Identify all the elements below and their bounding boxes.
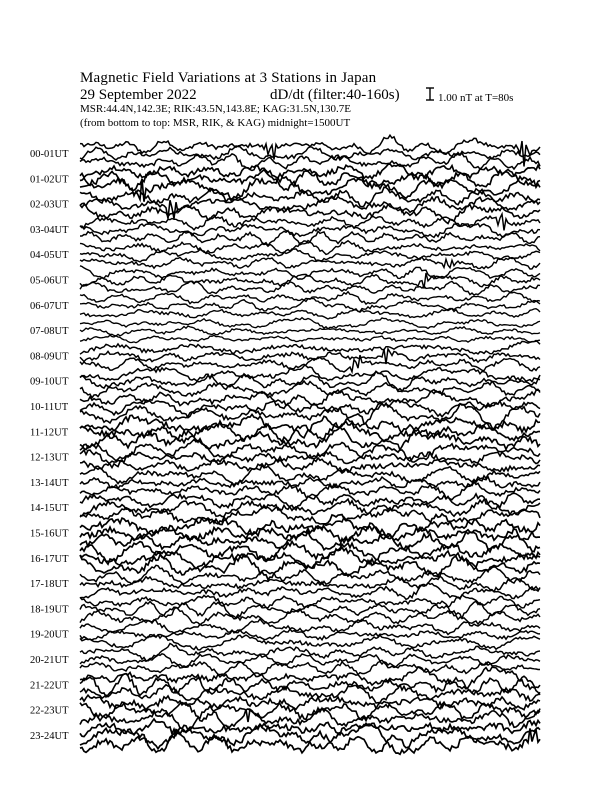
row-label: 16-17UT: [30, 553, 69, 565]
row-label: 06-07UT: [30, 300, 69, 312]
row-label: 22-23UT: [30, 705, 69, 717]
row-label: 12-13UT: [30, 452, 69, 464]
row-label: 21-22UT: [30, 680, 69, 692]
trace-kag: [80, 318, 540, 329]
row-label: 02-03UT: [30, 199, 69, 211]
row-label: 04-05UT: [30, 250, 69, 262]
trace-rik: [80, 477, 540, 489]
component-label: dD/dt (filter:40-160s): [270, 87, 400, 103]
row-label: 11-12UT: [30, 427, 69, 439]
trace-msr: [80, 309, 540, 320]
traces: [80, 135, 540, 754]
row-label: 08-09UT: [30, 351, 69, 363]
trace-msr: [80, 662, 540, 675]
chart-title: Magnetic Field Variations at 3 Stations in Japan: [80, 70, 377, 86]
trace-msr: [80, 335, 540, 343]
trace-rik: [80, 399, 540, 418]
scale-bar: [426, 88, 434, 100]
scale-label: 1.00 nT at T=80s: [438, 92, 514, 104]
row-labels: [30, 149, 69, 742]
row-label: 20-21UT: [30, 655, 69, 666]
row-label: 03-04UT: [30, 224, 69, 236]
trace-kag: [80, 164, 540, 180]
row-label: 18-19UT: [30, 604, 69, 616]
row-label: 05-06UT: [30, 275, 69, 287]
row-label: 01-02UT: [30, 174, 69, 186]
row-label: 15-16UT: [30, 528, 69, 540]
station-order-label: (from bottom to top: MSR, RIK, & KAG) midnight=1500UT: [80, 117, 351, 129]
row-label: 07-08UT: [30, 326, 69, 338]
trace-msr: [80, 281, 540, 295]
trace-kag: [80, 341, 540, 355]
trace-kag: [80, 266, 540, 279]
row-label: 14-15UT: [30, 503, 69, 515]
row-label: 17-18UT: [30, 579, 69, 591]
stations-label: MSR:44.4N,142.3E; RIK:43.5N,143.8E; KAG:31.5N,130.7E: [80, 103, 352, 115]
trace-rik: [80, 526, 540, 542]
trace-rik: [80, 249, 540, 262]
trace-rik: [80, 146, 540, 160]
row-label: 13-14UT: [30, 477, 69, 489]
trace-rik: [80, 576, 540, 592]
trace-rik: [80, 326, 540, 336]
trace-msr: [80, 381, 540, 398]
trace-msr: [80, 256, 540, 269]
trace-kag: [80, 214, 540, 230]
row-label: 09-10UT: [30, 376, 69, 388]
trace-rik: [80, 499, 540, 517]
trace-msr: [80, 532, 540, 552]
trace-kag: [80, 619, 540, 635]
row-label: 19-20UT: [30, 629, 69, 641]
trace-rik: [80, 629, 540, 640]
row-label: 10-11UT: [30, 402, 69, 413]
trace-rik: [80, 298, 540, 311]
chart-date: 29 September 2022: [80, 87, 197, 103]
row-label: 00-01UT: [30, 149, 69, 160]
row-label: 23-24UT: [30, 730, 69, 742]
trace-kag: [80, 390, 540, 409]
trace-rik: [80, 450, 540, 468]
